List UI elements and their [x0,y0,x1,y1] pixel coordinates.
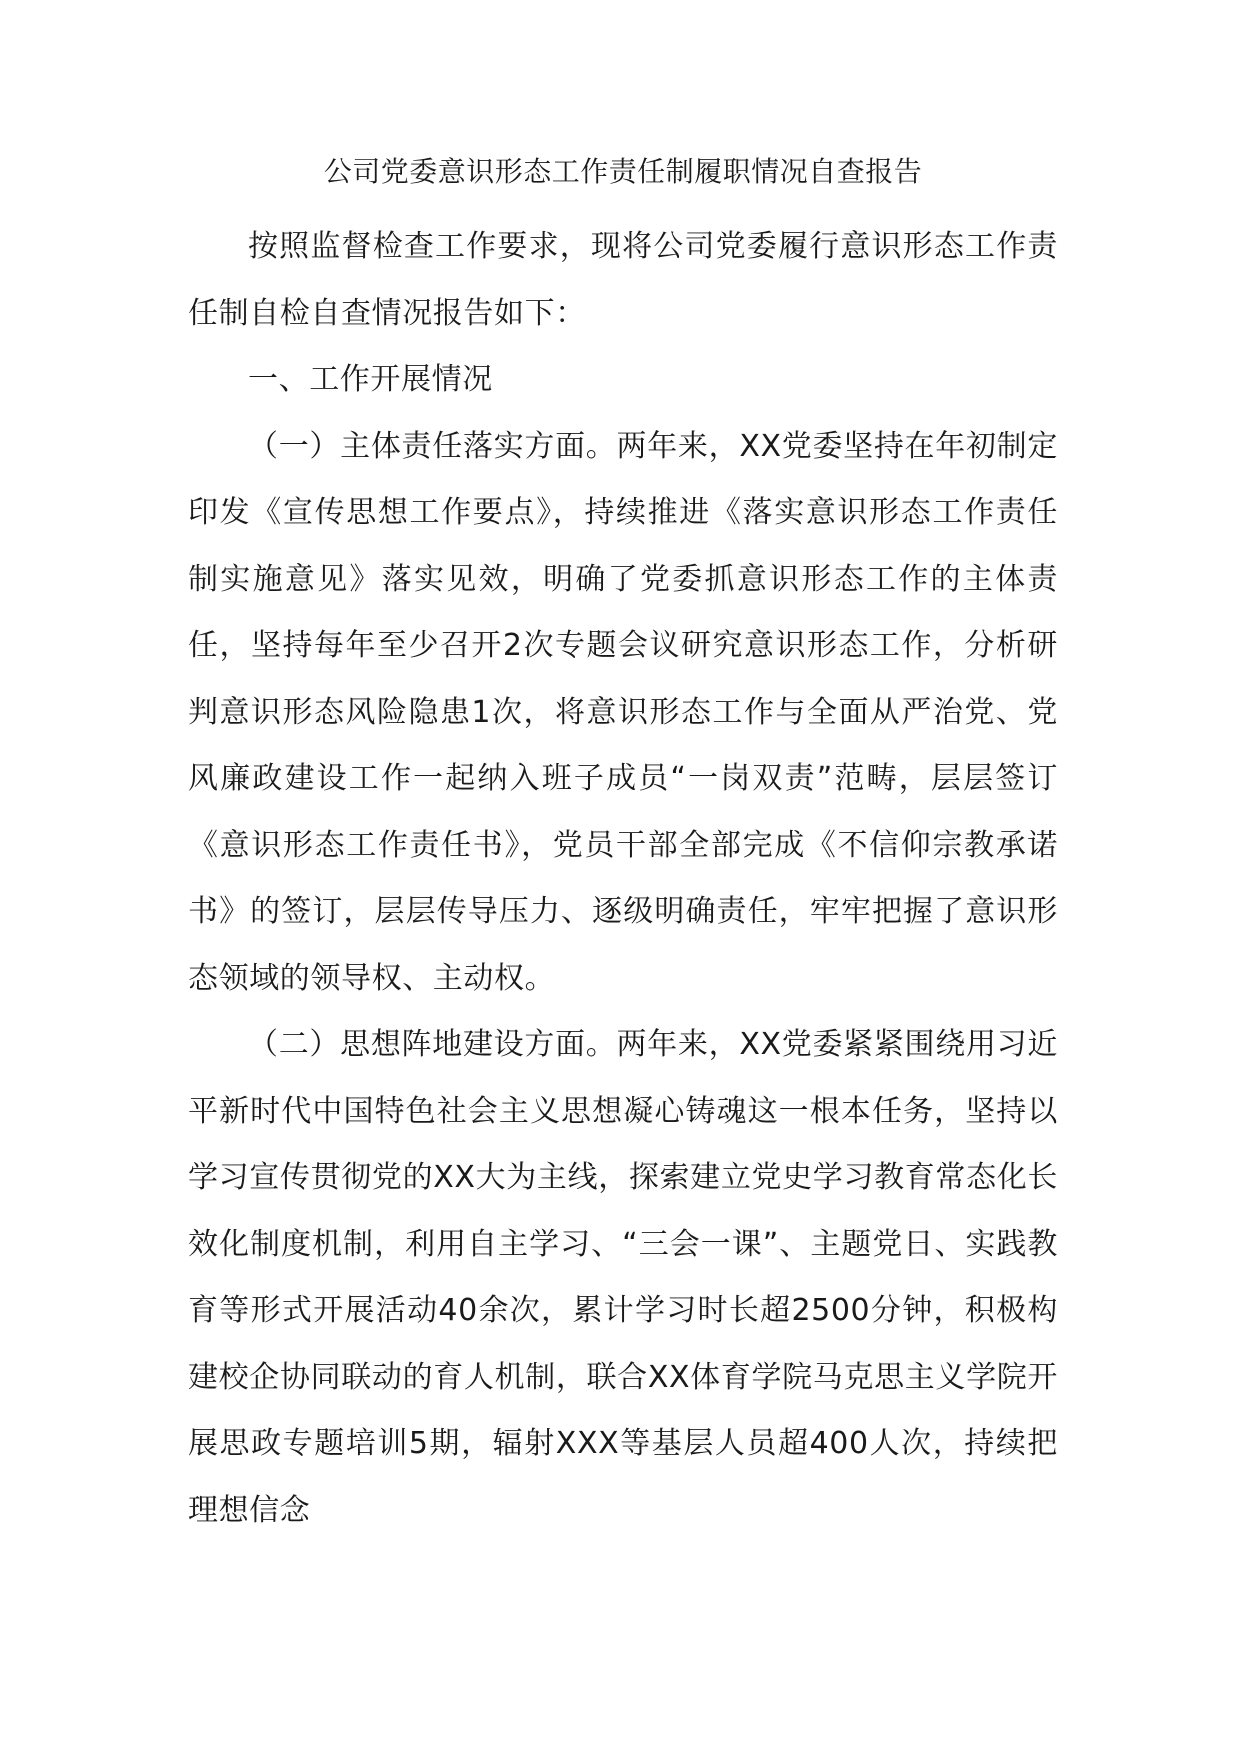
intro-paragraph: 按照监督检查工作要求，现将公司党委履行意识形态工作责任制自检自查情况报告如下： [188,229,1058,331]
section-heading-work-status: 一、工作开展情况 [248,362,493,397]
document-body [188,214,1058,1544]
document-title: 公司党委意识形态工作责任制履职情况自查报告 [323,155,923,188]
paragraph-ideological-positions: （二）思想阵地建设方面。两年来，XX党委紧紧围绕用习近平新时代中国特色社会主义思想凝心铸魂这一根本任务，坚持以学习宣传贯彻党的XX大为主线，探索建立党史学习教育常态化长效化制度机制，利用自主学习、“三会一课”、主题党日、实践教育等形式开展活动40余次，累计学习时长超2500分钟，积极构建校企协同联动的育人机制，联合XX体育学院马克思主义学院开展思政专题培训5期，辐射XXX等基层人员超400人次，持续把理想信念 [188,1027,1058,1528]
paragraph-main-responsibility: （一）主体责任落实方面。两年来，XX党委坚持在年初制定印发《宣传思想工作要点》，持续推进《落实意识形态工作责任制实施意见》落实见效，明确了党委抓意识形态工作的主体责任，坚持每年至少召开2次专题会议研究意识形态工作，分析研判意识形态风险隐患1次，将意识形态工作与全面从严治党、党风廉政建设工作一起纳入班子成员“一岗双责”范畴，层层签订《意识形态工作责任书》，党员干部全部完成《不信仰宗教承诺书》的签订，层层传导压力、逐级明确责任，牢牢把握了意识形态领域的领导权、主动权。 [188,428,1058,996]
